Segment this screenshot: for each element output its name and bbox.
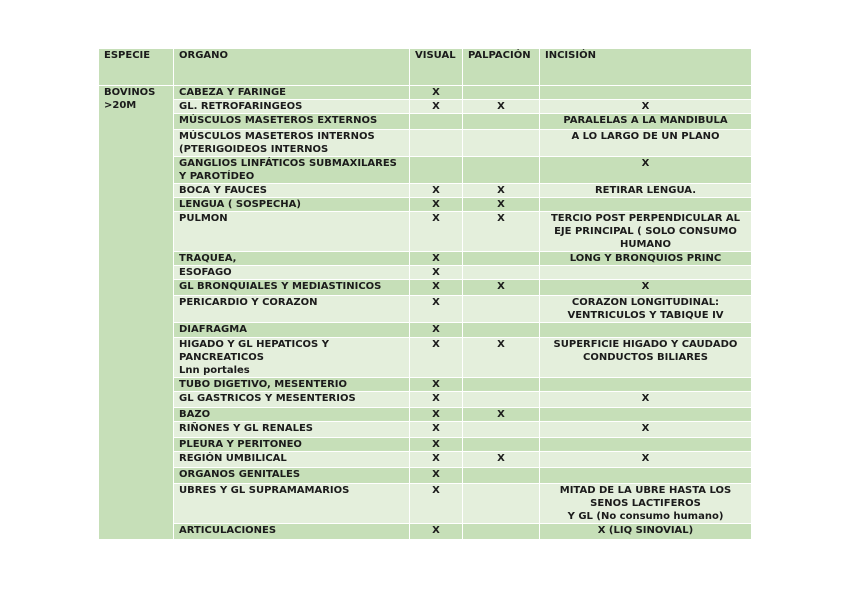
visual-cell: X (410, 484, 463, 524)
incision-cell (540, 408, 752, 422)
incision-cell (540, 280, 752, 296)
table-row (99, 296, 752, 323)
organ-cell (174, 100, 410, 114)
table-row (99, 438, 752, 452)
organ-name: MÚSCULOS MASETEROS EXTERNOS (179, 115, 378, 126)
incision-text: PARALELAS A LA MANDIBULA (563, 115, 728, 126)
incision-cell (540, 378, 752, 392)
table-row (99, 323, 752, 338)
organ-name: ORGANOS GENITALES (179, 469, 301, 480)
incision-cell (540, 212, 752, 252)
palpation-cell: X (463, 212, 540, 252)
organ-name: LENGUA ( SOSPECHA) (179, 199, 301, 210)
incision-cell (540, 100, 752, 114)
table-row (99, 86, 752, 100)
organ-name: GL. RETROFARINGEOS (179, 101, 303, 112)
incision-cell (540, 86, 752, 100)
organ-cell (174, 484, 410, 524)
palpation-cell (463, 392, 540, 408)
palpation-cell: X (463, 408, 540, 422)
organ-name: TRAQUEA, (179, 253, 237, 264)
palpation-cell (463, 130, 540, 157)
palpation-cell (463, 296, 540, 323)
incision-text: CORAZON LONGITUDINAL: VENTRICULOS Y TABIQUE IV (567, 297, 724, 321)
table-row (99, 266, 752, 280)
incision-cell (540, 323, 752, 338)
palpation-cell (463, 422, 540, 438)
organ-name: PULMON (179, 213, 228, 224)
organ-cell (174, 86, 410, 100)
palpation-cell (463, 378, 540, 392)
organ-cell (174, 212, 410, 252)
header-visual: VISUAL (410, 49, 463, 86)
header-row (99, 49, 752, 86)
visual-cell: X (410, 408, 463, 422)
organ-cell (174, 198, 410, 212)
visual-cell (410, 130, 463, 157)
organ-cell (174, 438, 410, 452)
incision-text: MITAD DE LA UBRE HASTA LOS SENOS LACTIFEROS (559, 485, 732, 509)
visual-cell: X (410, 452, 463, 468)
organ-cell (174, 408, 410, 422)
visual-cell: X (410, 280, 463, 296)
incision-cell (540, 468, 752, 484)
incision-text: A LO LARGO DE UN PLANO (571, 131, 720, 142)
incision-cell (540, 252, 752, 266)
visual-cell: X (410, 468, 463, 484)
incision-cell (540, 296, 752, 323)
visual-cell: X (410, 252, 463, 266)
incision-text: X (641, 101, 650, 112)
incision-cell (540, 266, 752, 280)
incision-text: TERCIO POST PERPENDICULAR AL EJE PRINCIPAL ( SOLO CONSUMO HUMANO (550, 213, 740, 250)
palpation-cell (463, 252, 540, 266)
table-body (99, 86, 752, 540)
organ-name: GL BRONQUIALES Y MEDIASTINICOS (179, 281, 382, 292)
table-row (99, 408, 752, 422)
organ-name: PLEURA Y PERITONEO (179, 439, 302, 450)
palpation-cell (463, 524, 540, 540)
visual-cell: X (410, 198, 463, 212)
table-row (99, 484, 752, 524)
organ-name: UBRES Y GL SUPRAMAMARIOS (179, 485, 350, 496)
header-palpation: PALPACIÓN (463, 49, 540, 86)
palpation-cell (463, 323, 540, 338)
incision-cell (540, 114, 752, 130)
organ-cell (174, 524, 410, 540)
organ-name: BAZO (179, 409, 211, 420)
organ-cell (174, 114, 410, 130)
organ-name: PERICARDIO Y CORAZON (179, 297, 318, 308)
palpation-cell (463, 266, 540, 280)
palpation-cell: X (463, 452, 540, 468)
incision-text: X (LIQ SINOVIAL) (597, 525, 694, 536)
organ-name: REGIÓN UMBILICAL (179, 453, 287, 464)
inspection-table (98, 48, 752, 540)
organ-name: CABEZA Y FARINGE (179, 87, 286, 98)
table-row (99, 130, 752, 157)
palpation-cell: X (463, 100, 540, 114)
visual-cell: X (410, 524, 463, 540)
incision-text: X (641, 453, 650, 464)
palpation-cell: X (463, 280, 540, 296)
palpation-cell: X (463, 338, 540, 378)
organ-name: MÚSCULOS MASETEROS INTERNOS (PTERIGOIDEOS INTERNOS (179, 131, 375, 155)
incision-cell (540, 438, 752, 452)
organ-cell (174, 338, 410, 378)
organ-name: BOCA Y FAUCES (179, 185, 268, 196)
visual-cell (410, 157, 463, 184)
visual-cell: X (410, 212, 463, 252)
organ-name: RIÑONES Y GL RENALES (179, 423, 314, 434)
table-row (99, 422, 752, 438)
visual-cell: X (410, 296, 463, 323)
incision-cell (540, 157, 752, 184)
visual-cell: X (410, 323, 463, 338)
incision-cell (540, 392, 752, 408)
organ-name: DIAFRAGMA (179, 324, 247, 335)
incision-text: X (641, 281, 650, 292)
visual-cell (410, 114, 463, 130)
organ-cell (174, 468, 410, 484)
table-row (99, 524, 752, 540)
visual-cell: X (410, 100, 463, 114)
organ-cell (174, 323, 410, 338)
visual-cell: X (410, 378, 463, 392)
table-row (99, 452, 752, 468)
palpation-cell (463, 86, 540, 100)
palpation-cell: X (463, 184, 540, 198)
table-row (99, 338, 752, 378)
organ-cell (174, 280, 410, 296)
visual-cell: X (410, 184, 463, 198)
incision-cell (540, 484, 752, 524)
palpation-cell (463, 114, 540, 130)
header-species: ESPECIE (99, 49, 174, 86)
organ-cell (174, 252, 410, 266)
organ-cell (174, 157, 410, 184)
table-row (99, 468, 752, 484)
visual-cell: X (410, 338, 463, 378)
visual-cell: X (410, 86, 463, 100)
table-row (99, 392, 752, 408)
organ-cell (174, 130, 410, 157)
incision-cell (540, 452, 752, 468)
header-organ: ORGANO (174, 49, 410, 86)
incision-text: X (641, 423, 650, 434)
header-incision: INCISIÓN (540, 49, 752, 86)
organ-note: Lnn portales (179, 365, 250, 376)
table-row (99, 252, 752, 266)
species-cell: BOVINOS >20M (99, 86, 174, 540)
visual-cell: X (410, 422, 463, 438)
incision-cell (540, 184, 752, 198)
table-row (99, 280, 752, 296)
organ-cell (174, 266, 410, 280)
palpation-cell (463, 438, 540, 452)
incision-cell (540, 524, 752, 540)
table-row (99, 212, 752, 252)
table-row (99, 157, 752, 184)
organ-cell (174, 392, 410, 408)
organ-cell (174, 296, 410, 323)
visual-cell: X (410, 438, 463, 452)
visual-cell: X (410, 266, 463, 280)
palpation-cell (463, 468, 540, 484)
incision-note: Y GL (No consumo humano) (567, 511, 724, 522)
incision-text: LONG Y BRONQUIOS PRINC (569, 253, 722, 264)
incision-text: SUPERFICIE HIGADO Y CAUDADO CONDUCTOS BILIARES (553, 339, 738, 363)
incision-text: X (641, 393, 650, 404)
incision-cell (540, 198, 752, 212)
incision-text: X (641, 158, 650, 169)
organ-name: GL GASTRICOS Y MESENTERIOS (179, 393, 356, 404)
table-row (99, 114, 752, 130)
table-row (99, 378, 752, 392)
organ-cell (174, 184, 410, 198)
visual-cell: X (410, 392, 463, 408)
organ-name: ARTICULACIONES (179, 525, 277, 536)
organ-cell (174, 378, 410, 392)
incision-text: RETIRAR LENGUA. (594, 185, 696, 196)
table-row (99, 184, 752, 198)
palpation-cell (463, 157, 540, 184)
palpation-cell: X (463, 198, 540, 212)
organ-cell (174, 452, 410, 468)
organ-name: HIGADO Y GL HEPATICOS Y PANCREATICOS (179, 339, 329, 363)
table-row (99, 100, 752, 114)
organ-name: GANGLIOS LINFÁTICOS SUBMAXILARES Y PAROTÍDEO (179, 158, 397, 182)
incision-cell (540, 130, 752, 157)
palpation-cell (463, 484, 540, 524)
incision-cell (540, 422, 752, 438)
organ-name: TUBO DIGETIVO, MESENTERIO (179, 379, 348, 390)
incision-cell (540, 338, 752, 378)
organ-name: ESOFAGO (179, 267, 232, 278)
table-row (99, 198, 752, 212)
organ-cell (174, 422, 410, 438)
